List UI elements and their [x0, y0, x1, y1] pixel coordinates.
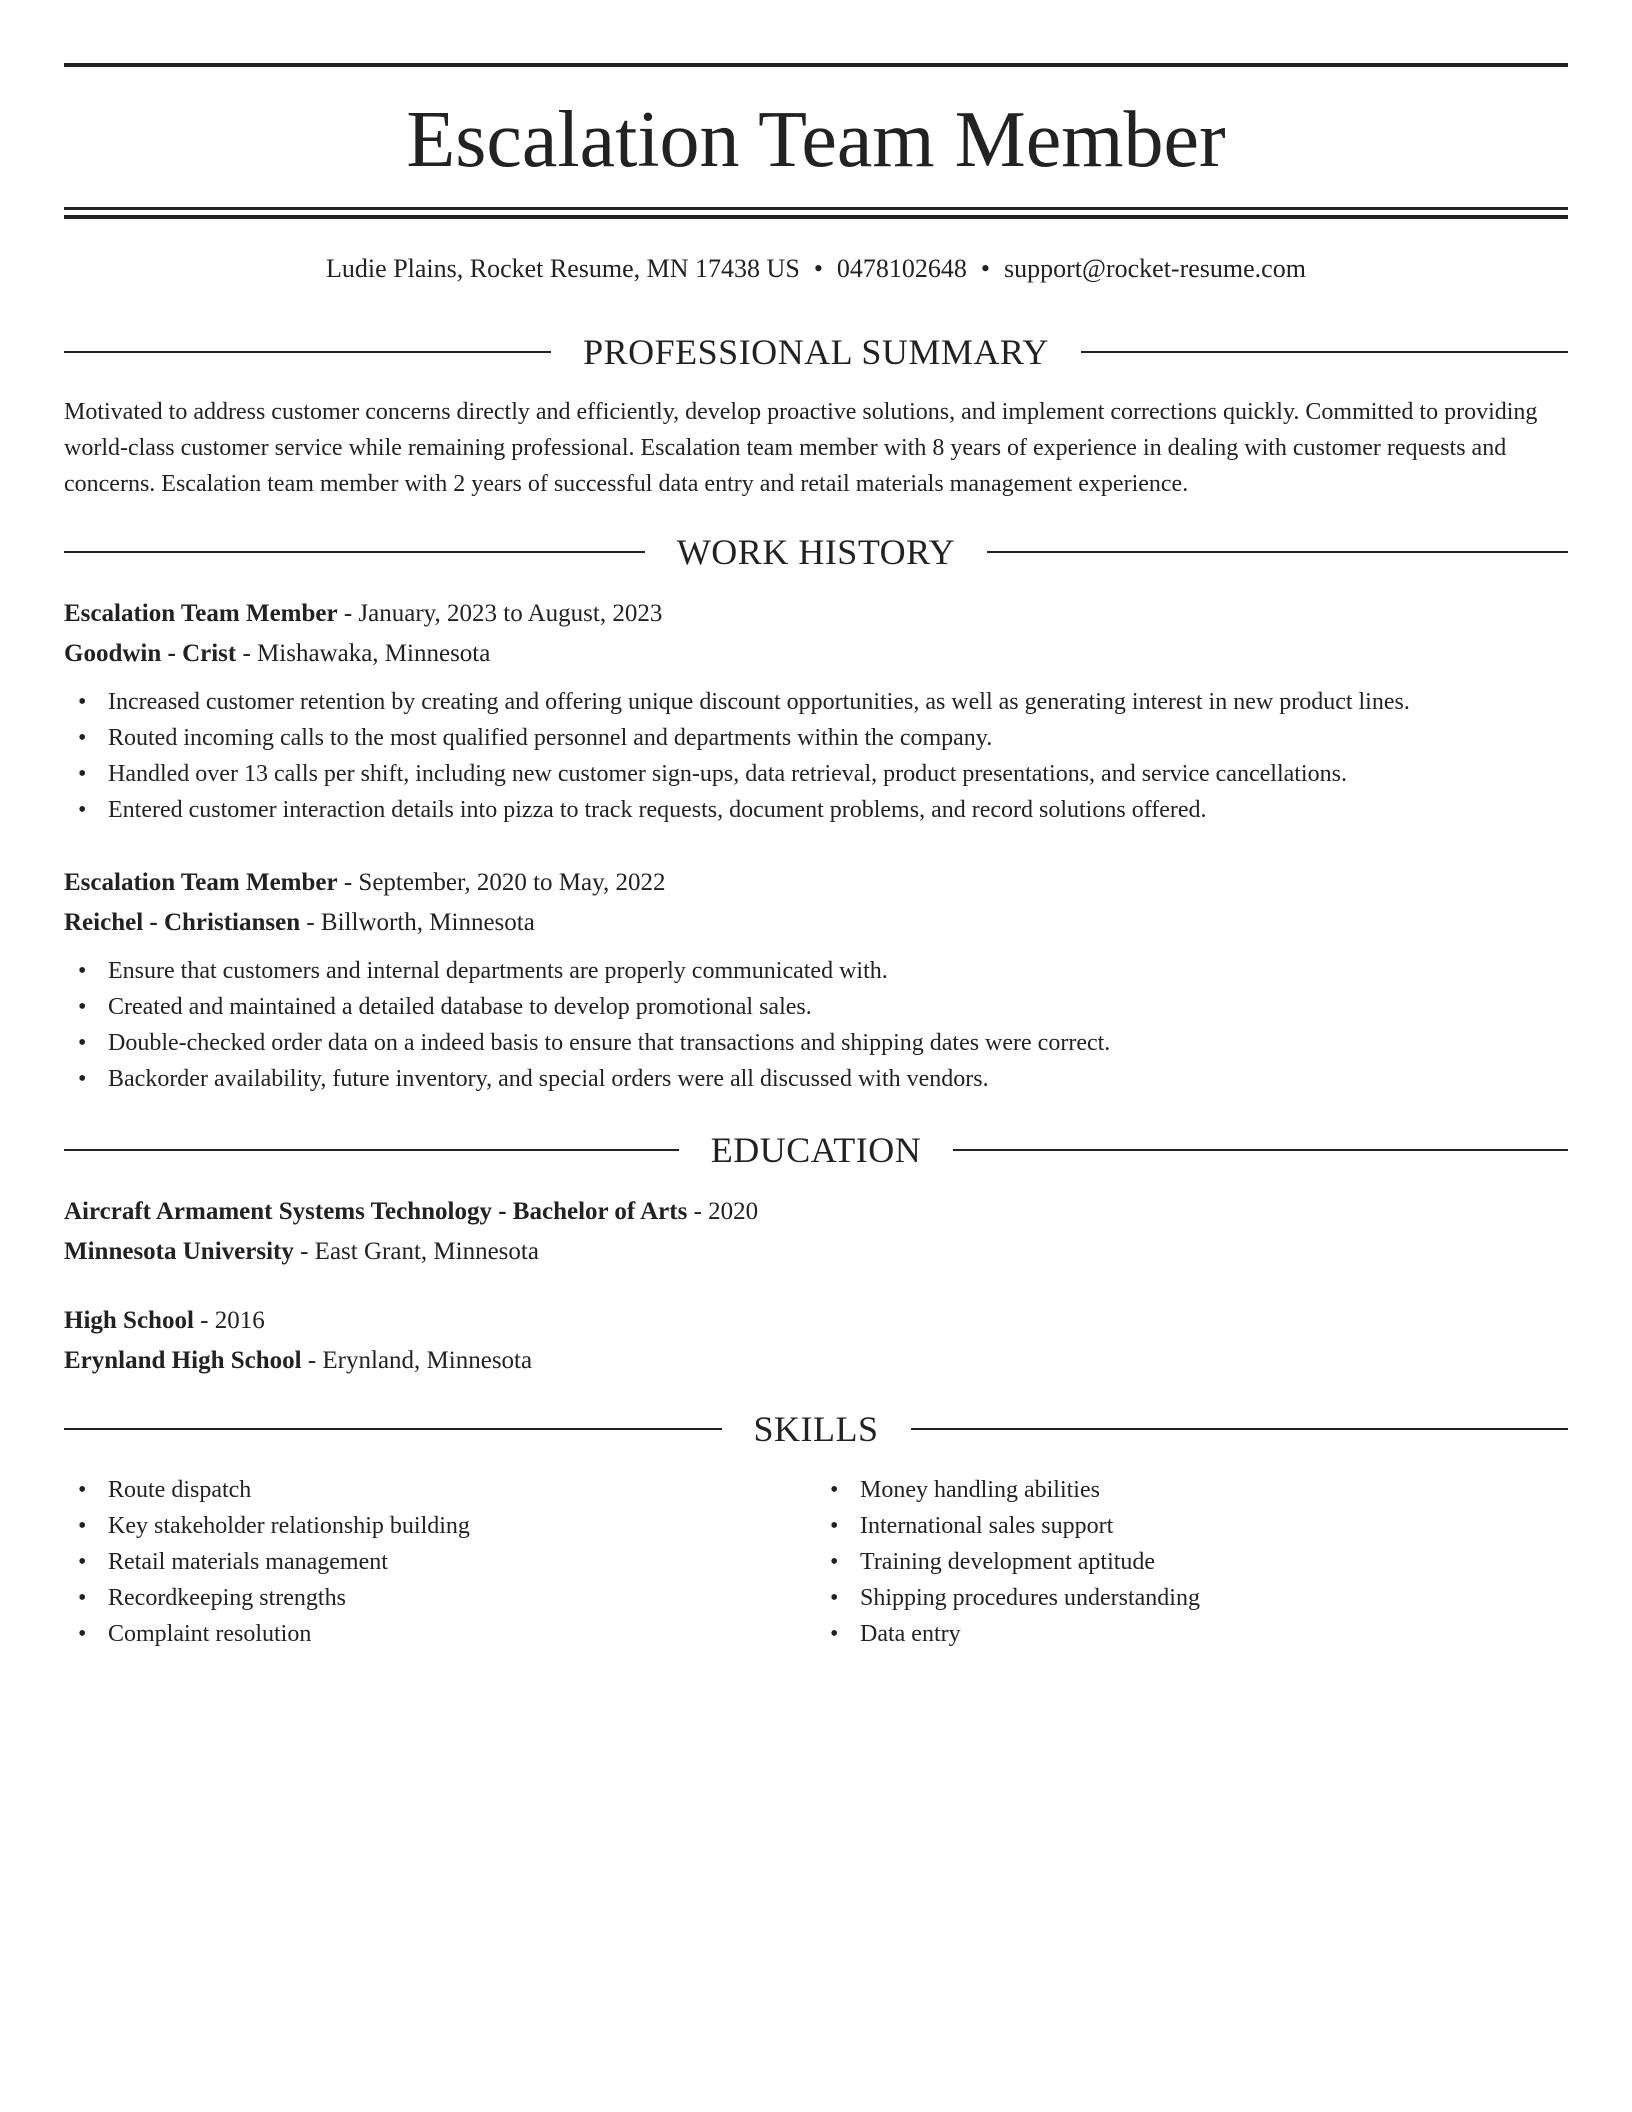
- skill-item: • Route dispatch: [64, 1472, 816, 1508]
- heading-rule: [64, 1428, 722, 1430]
- list-item: • Ensure that customers and internal departments are properly communicated with.: [64, 953, 1568, 989]
- job-title: Escalation Team Member: [64, 600, 338, 627]
- heading-rule: [64, 551, 645, 553]
- skills-heading: [64, 1409, 1568, 1449]
- skills-list-right: [816, 1472, 1568, 1652]
- list-item: • Entered customer interaction details into pizza to track requests, document problems, and record solutions offered.: [64, 792, 1568, 828]
- skill-item: • Money handling abilities: [816, 1472, 1568, 1508]
- job-dates: - January, 2023 to August, 2023: [343, 600, 663, 627]
- education-entry: [64, 1301, 1568, 1381]
- skill-item: • Key stakeholder relationship building: [64, 1508, 816, 1544]
- heading-rule: [64, 351, 551, 353]
- job-location: - Billworth, Minnesota: [306, 909, 535, 936]
- skills-list-left: [64, 1472, 816, 1652]
- graduation-year: - 2016: [200, 1307, 265, 1334]
- resume-title: Escalation Team Member: [406, 96, 1226, 184]
- education-entry: [64, 1192, 1568, 1272]
- degree-line: [64, 1301, 1568, 1341]
- school: Erynland High School: [64, 1347, 302, 1374]
- education-heading: [64, 1130, 1568, 1170]
- summary-heading: [64, 332, 1568, 372]
- heading-rule: [953, 1149, 1568, 1151]
- job-title-line: [64, 594, 1568, 634]
- list-item: • Increased customer retention by creating and offering unique discount opportunities, as well as generating interest in new product lines.: [64, 684, 1568, 720]
- job-company: Reichel - Christiansen: [64, 909, 301, 936]
- summary-section: [64, 394, 1568, 502]
- job-bullets: [64, 953, 1568, 1097]
- summary-text: Motivated to address customer concerns directly and efficiently, develop proactive solutions, and implement corrections quickly. Committed to providing world-class customer service while remaining professional. Escalation team member with 8 years of experience in dealing with customer requests and concerns. Escalation team member with 2 years of successful data entry and retail materials management experience.: [64, 399, 1538, 497]
- degree-line: [64, 1192, 1568, 1232]
- school: Minnesota University: [64, 1238, 294, 1265]
- job-company-line: [64, 634, 1568, 674]
- job-dates: - September, 2020 to May, 2022: [343, 869, 666, 896]
- skill-item: • Recordkeeping strengths: [64, 1580, 816, 1616]
- list-item: • Handled over 13 calls per shift, including new customer sign-ups, data retrieval, product presentations, and service cancellations.: [64, 756, 1568, 792]
- heading-rule: [64, 1149, 679, 1151]
- degree: Aircraft Armament Systems Technology - Bachelor of Arts: [64, 1198, 688, 1225]
- skill-item: • Retail materials management: [64, 1544, 816, 1580]
- heading-rule: [911, 1428, 1569, 1430]
- contact-separator: •: [980, 254, 991, 283]
- graduation-year: - 2020: [693, 1198, 759, 1225]
- section-title: WORK HISTORY: [676, 532, 956, 572]
- job-location: - Mishawaka, Minnesota: [242, 640, 491, 667]
- contact-phone: 0478102648: [836, 254, 967, 283]
- section-title: EDUCATION: [710, 1130, 922, 1170]
- section-title: SKILLS: [753, 1409, 879, 1449]
- section-title: PROFESSIONAL SUMMARY: [583, 332, 1049, 372]
- work-history-heading: [64, 532, 1568, 572]
- job-entry: [64, 863, 1568, 1097]
- contact-email: support@rocket-resume.com: [1004, 254, 1306, 283]
- job-entry: [64, 594, 1568, 828]
- skill-item: • International sales support: [816, 1508, 1568, 1544]
- list-item: • Backorder availability, future inventory, and special orders were all discussed with vendors.: [64, 1061, 1568, 1097]
- school-line: [64, 1232, 1568, 1272]
- list-item: • Routed incoming calls to the most qualified personnel and departments within the company.: [64, 720, 1568, 756]
- job-company-line: [64, 903, 1568, 943]
- contact-address: Ludie Plains, Rocket Resume, MN 17438 US: [326, 254, 800, 283]
- list-item: • Double-checked order data on a indeed basis to ensure that transactions and shipping dates were correct.: [64, 1025, 1568, 1061]
- contact-separator: •: [813, 254, 823, 283]
- school-location: - East Grant, Minnesota: [300, 1238, 539, 1265]
- job-title-line: [64, 863, 1568, 903]
- title-rule-lower: [64, 215, 1568, 219]
- title-rule-upper: [64, 207, 1568, 210]
- job-title: Escalation Team Member: [64, 869, 338, 896]
- list-item: • Created and maintained a detailed database to develop promotional sales.: [64, 989, 1568, 1025]
- skill-item: • Data entry: [816, 1616, 1568, 1652]
- top-rule: [64, 63, 1568, 67]
- heading-rule: [1081, 351, 1568, 353]
- contact-line: [64, 252, 1568, 286]
- skills-section: [64, 1472, 1568, 1652]
- skill-item: • Shipping procedures understanding: [816, 1580, 1568, 1616]
- job-company: Goodwin - Crist: [64, 640, 237, 667]
- heading-rule: [987, 551, 1568, 553]
- skill-item: • Complaint resolution: [64, 1616, 816, 1652]
- degree: High School: [64, 1307, 194, 1334]
- job-bullets: [64, 684, 1568, 828]
- skill-item: • Training development aptitude: [816, 1544, 1568, 1580]
- school-location: - Erynland, Minnesota: [307, 1347, 533, 1374]
- school-line: [64, 1341, 1568, 1381]
